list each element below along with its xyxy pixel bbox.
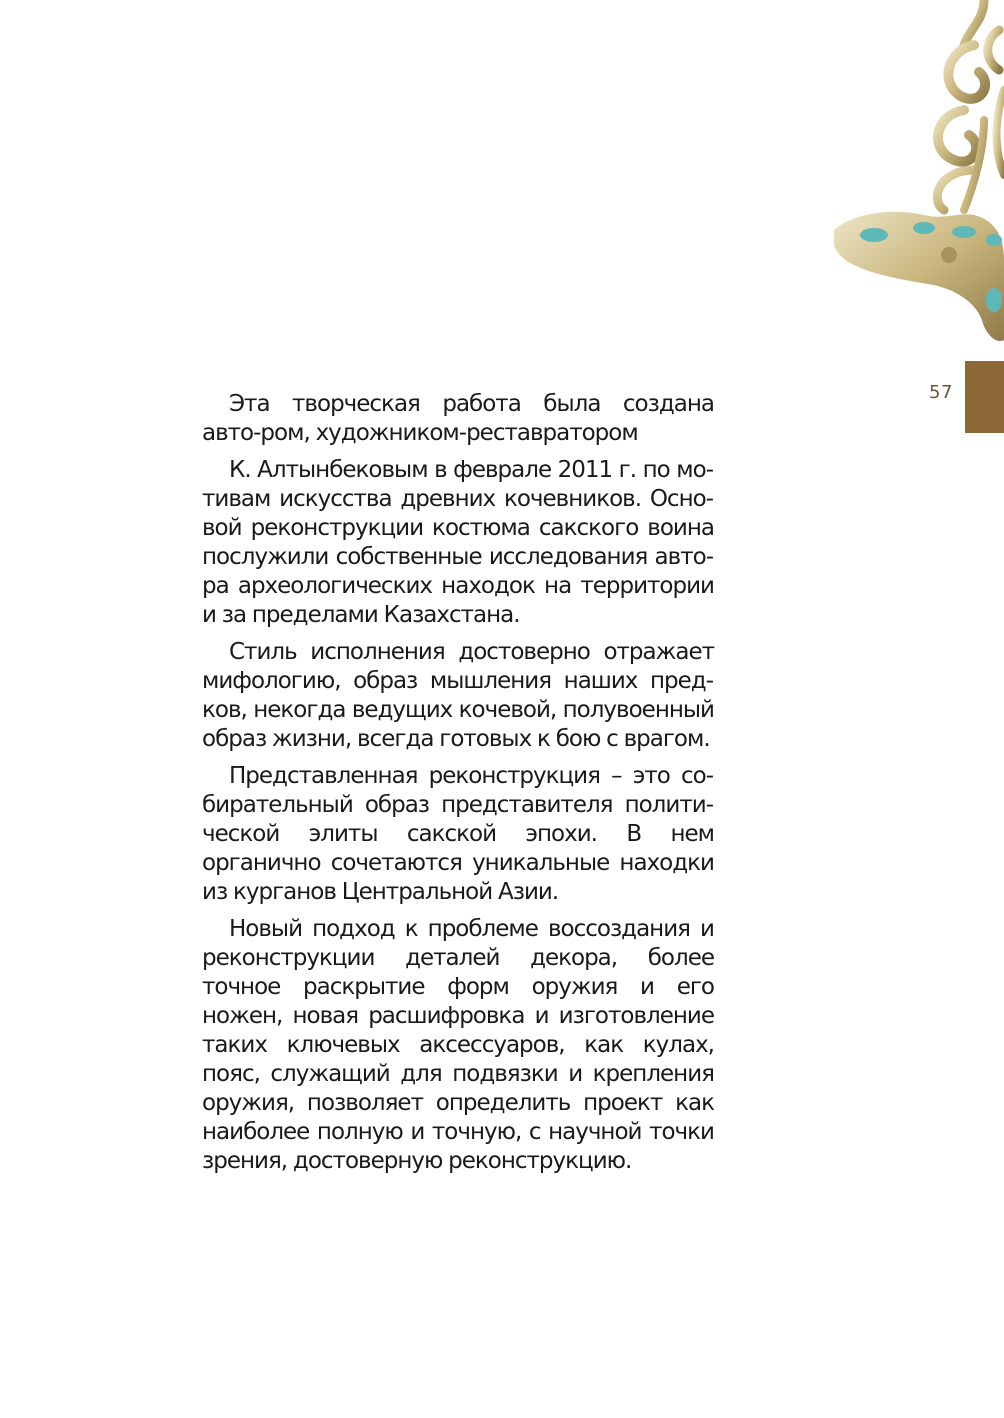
paragraph-5: Новый подход к проблеме воссоздания и реконструкции деталей декора, более точное раскрытие форм оружия и его ножен, новая расшифровка и изготовление таких ключевых аксессуаров, как кулах, пояс, служащий для подвязки и крепления оружия, позволяет определить проект как наиболее полную и точную, с научной точки зрения, достоверную реконструкцию. — [202, 916, 714, 1174]
paragraph-3: Стиль исполнения достоверно отражает мифологию, образ мышления наших предков, некогда ведущих кочевой, полувоенный образ жизни, всегда готовых к бою с врагом. — [202, 639, 714, 752]
paragraph-4: Представленная реконструкция – это собирательный образ представителя политической элиты сакской эпохи. В нем органично сочетаются уникальные находки из курганов Центральной Азии. — [202, 763, 714, 905]
paragraph-1: Эта творческая работа была создана авто-ром, художником-реставратором — [202, 391, 714, 446]
chapter-tab — [965, 361, 1004, 433]
body-text — [202, 390, 714, 1184]
paragraph-2: К. Алтынбековым в феврале 2011 г. по мотивам искусства древних кочевников. Основой реконструкции костюма сакского воина послужили собственные исследования автора археологических находок на территории и за пределами Казахстана. — [202, 457, 714, 628]
golden-deer-ornament-icon — [834, 0, 1004, 360]
page-number: 57 — [929, 382, 953, 403]
